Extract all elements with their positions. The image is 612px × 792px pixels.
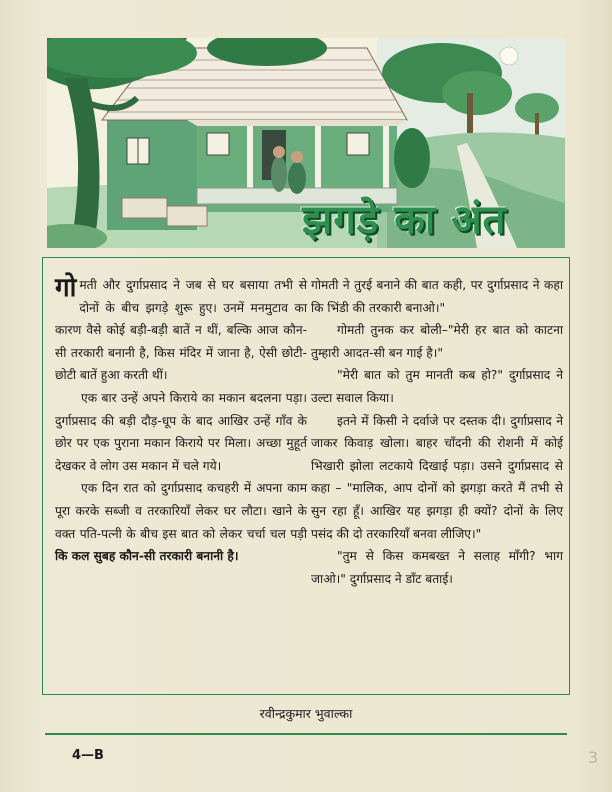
paragraph-3: एक दिन रात को दुर्गाप्रसाद कचहरी में अपना काम पूरा करके सब्जी व तरकारियाँ लेकर घर लौटा। खाने के वक्त पति-पत्नी के बीच इस बात को लेकर चर्चा चल पड़ी कि कल सुबह कौन-सी तरकारी बनानी है। xyxy=(55,481,307,564)
paragraph-6: "मेरी बात को तुम मानती कब हो?" दुर्गाप्रसाद ने उल्टा सवाल किया। xyxy=(311,368,563,405)
paragraph-1: गोमती और दुर्गाप्रसाद ने जब से घर बसाया तभी से दोनों के बीच झगड़े शुरू हुए। उनमें मनमुटाव का कारण वैसे कोई बड़ी-बड़ी बातें न थीं, बल्कि आज कौन-सी तरकारी बनानी है, किस मंदिर में जाना है, ऐसी छोटी-छोटी बातें हुआ करती थीं। xyxy=(55,273,307,383)
corner-mark: 3 xyxy=(588,748,599,767)
story-title: झगड़े का अंत xyxy=(302,196,507,243)
author-name: रवीन्द्रकुमार भुवाल्का xyxy=(259,706,353,721)
page-number: 4—B xyxy=(72,748,104,763)
paragraph-2: एक बार उन्हें अपने किराये का मकान बदलना पड़ा। दुर्गाप्रसाद की बड़ी दौड़-धूप के बाद आखिर उन्हें गाँव के छोर पर एक पुराना मकान किराये पर मिला। अच्छा मुहूर्त देखकर वे लोग उस मकान में चले गये। xyxy=(55,390,307,473)
right-column xyxy=(311,274,563,590)
story-text-box xyxy=(42,257,570,695)
paragraph-8: "तुम से किस कमबख्त ने सलाह माँगी? भाग जाओ।" दुर्गाप्रसाद ने डाँट बताई। xyxy=(311,549,563,586)
paragraph-5: गोमती तुनक कर बोली–"मेरी हर बात को काटना तुम्हारी आदत-सी बन गाई है।" xyxy=(311,323,563,360)
left-column xyxy=(55,274,307,568)
footer-rule xyxy=(45,733,567,735)
paragraph-7: इतने में किसी ने दर्वाजे पर दस्तक दी। दुर्गाप्रसाद ने जाकर किवाड़ खोला। बाहर चाँदनी की रोशनी में कोई भिखारी झोला लटकाये दिखाई पड़ा। उसने दुर्गाप्रसाद से कहा – "मालिक, आप दोनों को झगड़ा करते मैं तभी से सुन रहा हूँ। आखिर यह झगड़ा ही क्यों? दोनों के लिए पसंद की दो तरकारियाँ बनवा लीजिए।" xyxy=(311,413,563,541)
drop-cap: गो xyxy=(55,273,77,303)
paragraph-4: गोमती ने तुरई बनाने की बात कही, पर दुर्गाप्रसाद ने कहा कि भिंडी की तरकारी बनाओ।" xyxy=(311,278,563,315)
